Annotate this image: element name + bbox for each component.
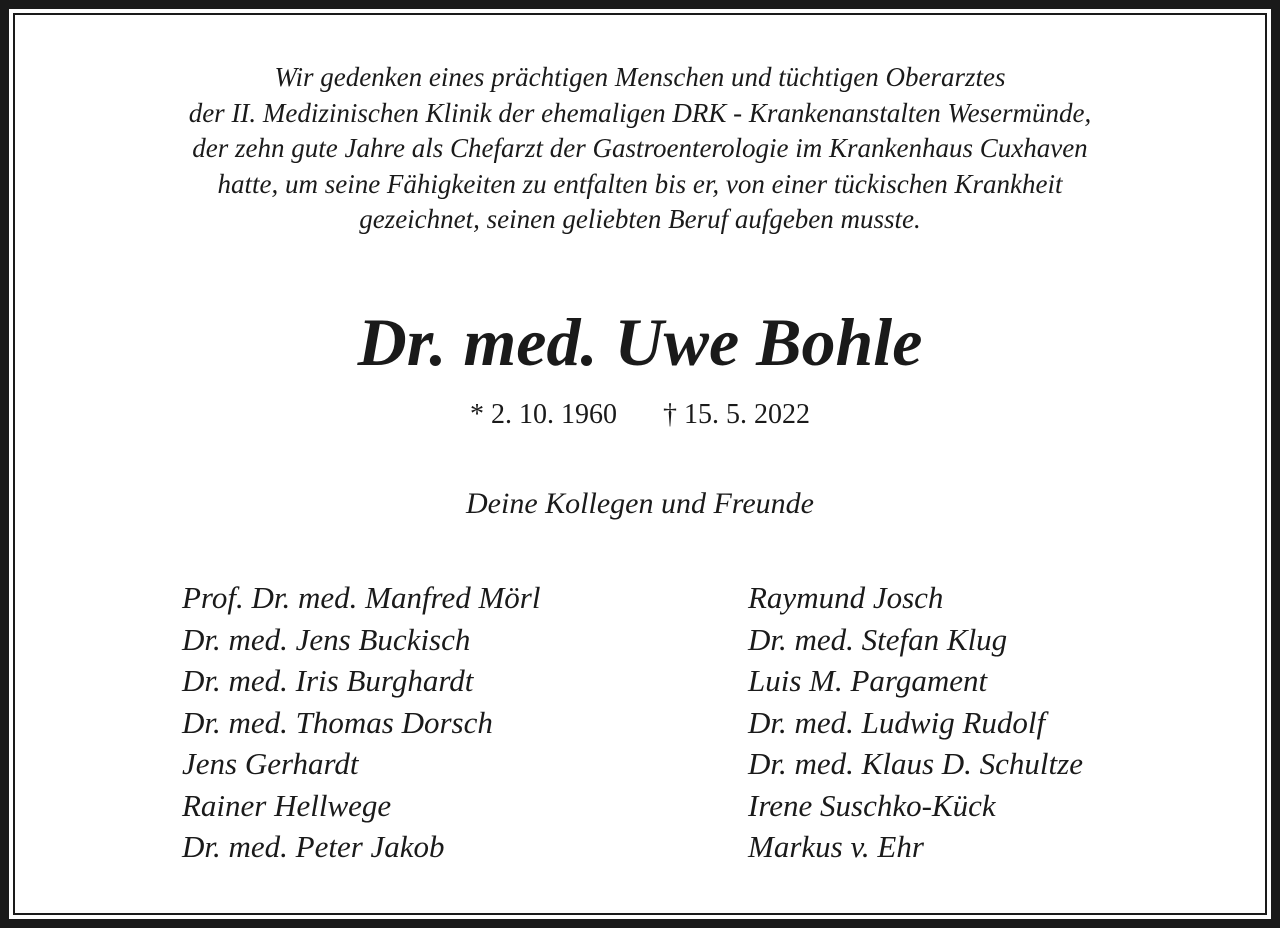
signatories-left-column xyxy=(182,577,540,868)
intro-line: gezeichnet, seinen geliebten Beruf aufgeben musste. xyxy=(359,204,921,234)
signatory-name: Dr. med. Peter Jakob xyxy=(182,829,445,864)
signatory-name: Dr. med. Stefan Klug xyxy=(748,621,1008,657)
life-dates xyxy=(0,395,1280,435)
signatory-name: Jens Gerhardt xyxy=(182,746,359,781)
death-date: † 15. 5. 2022 xyxy=(663,399,810,430)
birth-date: * 2. 10. 1960 xyxy=(470,399,617,430)
signatory-name: Rainer Hellwege xyxy=(182,787,392,823)
signatory-name: Dr. med. Jens Buckisch xyxy=(182,621,471,657)
signatory-name: Dr. med. Iris Burghardt xyxy=(182,663,474,698)
intro-paragraph xyxy=(0,60,1280,238)
intro-line: der zehn gute Jahre als Chefarzt der Gastroenterologie im Krankenhaus Cuxhaven xyxy=(192,133,1088,163)
signatory-name: Luis M. Pargament xyxy=(748,663,988,698)
signatories-right-column xyxy=(748,577,1083,868)
signoff-line: Deine Kollegen und Freunde xyxy=(466,487,814,520)
signatory-name: Dr. med. Ludwig Rudolf xyxy=(748,704,1046,740)
intro-line: der II. Medizinischen Klinik der ehemaligen DRK - Krankenanstalten Wesermünde, xyxy=(188,97,1092,128)
intro-line: hatte, um seine Fähigkeiten zu entfalten bis er, von einer tückischen Krankheit xyxy=(217,168,1063,199)
deceased-name: Dr. med. Uwe Bohle xyxy=(357,304,923,380)
signatory-name: Prof. Dr. med. Manfred Mörl xyxy=(182,580,541,615)
intro-line: Wir gedenken eines prächtigen Menschen und tüchtigen Oberarztes xyxy=(274,62,1006,92)
signatory-name: Dr. med. Thomas Dorsch xyxy=(182,704,493,740)
signatory-name: Raymund Josch xyxy=(748,580,944,615)
signatory-name: Dr. med. Klaus D. Schultze xyxy=(748,746,1083,781)
signatory-name: Irene Suschko-Kück xyxy=(748,787,996,823)
signatory-name: Markus v. Ehr xyxy=(748,829,924,864)
